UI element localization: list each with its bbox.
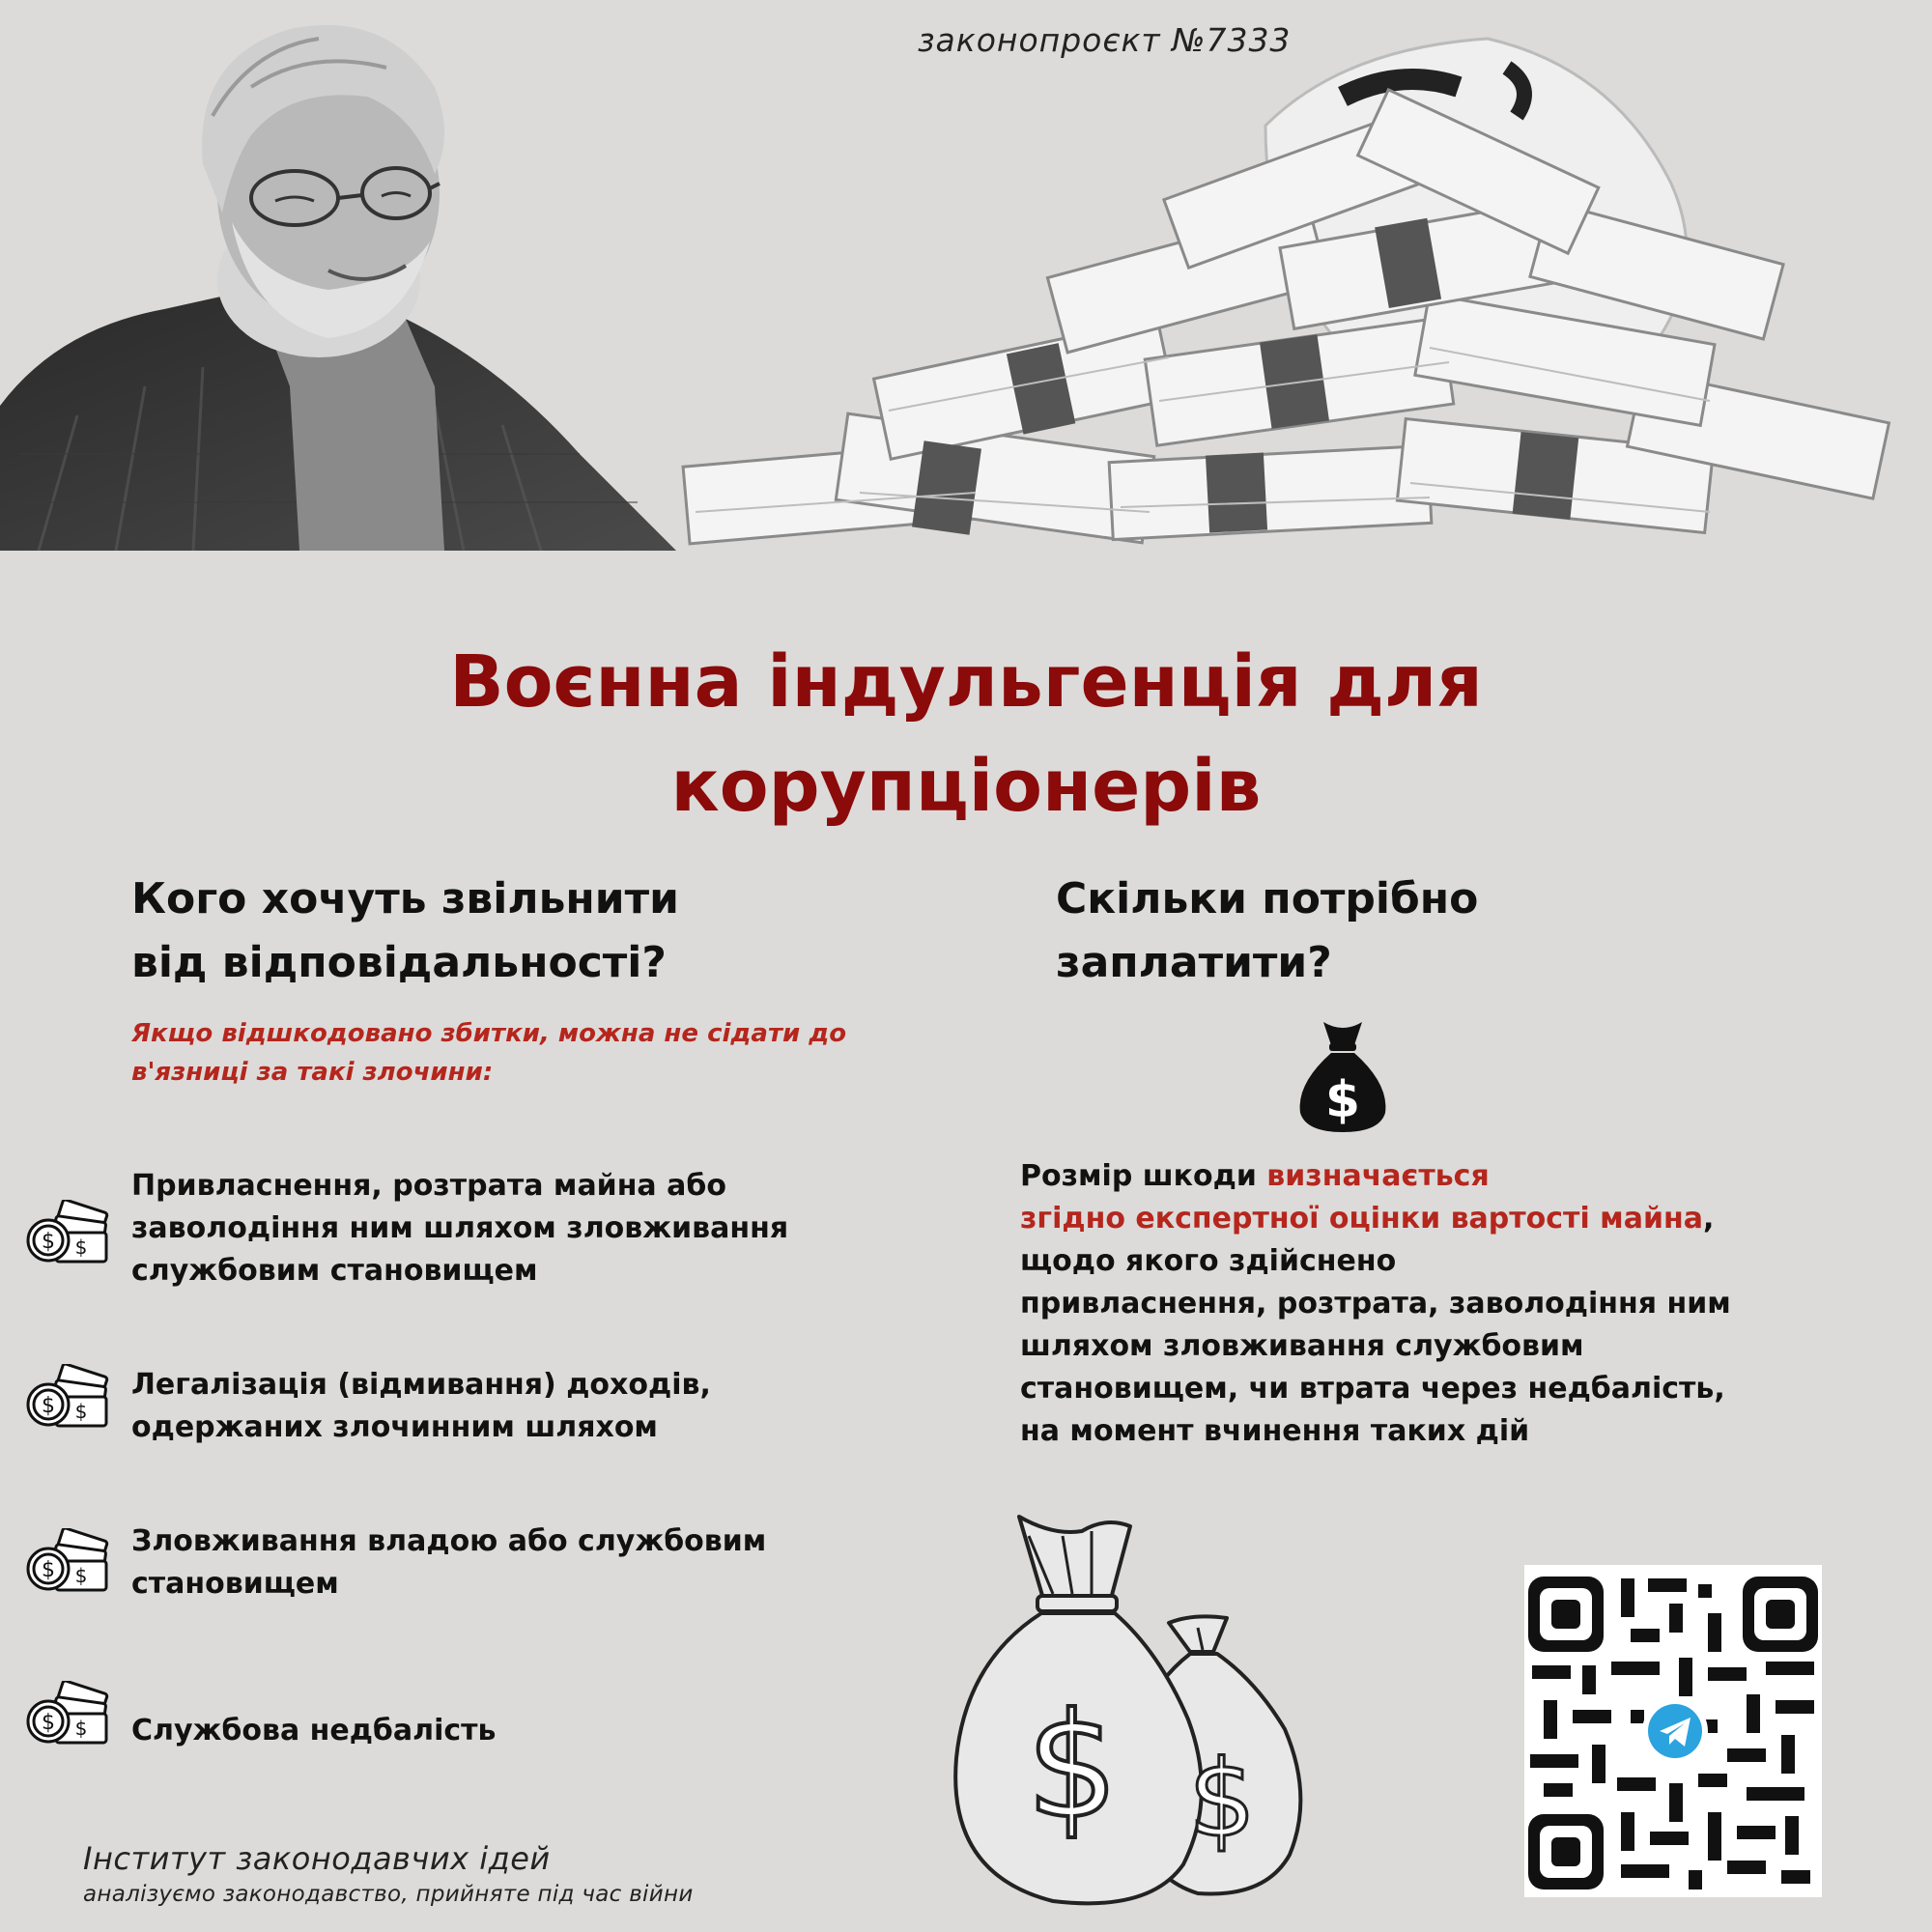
svg-text:$: $ — [42, 1230, 55, 1254]
cash-bills-icon — [25, 1200, 112, 1273]
expl-line-h: на момент вчинення таких дій — [1020, 1414, 1530, 1448]
cash-bills-icon — [25, 1364, 112, 1437]
main-title — [0, 630, 1932, 838]
right-heading-line-2: заплатити? — [1056, 938, 1332, 987]
expl-part-c-tail: , — [1702, 1202, 1715, 1236]
crime-item — [131, 1165, 866, 1293]
svg-text:$: $ — [42, 1558, 55, 1582]
crime-item — [131, 1710, 866, 1752]
money-bags-illustration — [937, 1507, 1323, 1913]
expl-part-b: визначається — [1266, 1159, 1490, 1193]
crime-1-line-3: службовим становищем — [131, 1254, 538, 1288]
cash-bills-icon — [25, 1681, 112, 1754]
expl-line-e: привласнення, розтрата, заволодіння ним — [1020, 1287, 1731, 1321]
qr-code[interactable] — [1524, 1565, 1822, 1897]
title-line-1: Воєнна індульгенція для — [449, 640, 1483, 724]
expl-line-d: щодо якого здійснено — [1020, 1244, 1397, 1278]
left-note-line-1: Якщо відшкодовано збитки, можна не сідати до — [131, 1019, 847, 1048]
expl-line-f: шляхом зловживання службовим — [1020, 1329, 1584, 1363]
crime-1-line-2: заволодіння ним шляхом зловживання — [131, 1211, 789, 1245]
crime-2-line-1: Легалізація (відмивання) доходів, — [131, 1368, 711, 1402]
crime-1-line-1: Привласнення, розтрата майна або — [131, 1169, 726, 1203]
left-heading-line-2: від відповідальності? — [131, 938, 667, 987]
crime-2-line-2: одержаних злочинним шляхом — [131, 1410, 658, 1444]
right-heading-line-1: Скільки потрібно — [1056, 874, 1479, 923]
expl-line-g: становищем, чи втрата через недбалість, — [1020, 1372, 1725, 1406]
money-pile-illustration — [667, 29, 1893, 570]
portrait-photo — [0, 0, 696, 551]
svg-text:$: $ — [1188, 1737, 1256, 1861]
svg-text:$: $ — [42, 1394, 55, 1418]
organization-name: Інститут законодавчих ідей — [83, 1840, 551, 1877]
left-note-line-2: в'язниці за такі злочини: — [131, 1058, 494, 1087]
bill-number: законопроєкт №7333 — [918, 21, 1292, 59]
crime-3-line-2: становищем — [131, 1567, 339, 1601]
left-note — [131, 1014, 923, 1092]
organization-tagline: аналізуємо законодавство, прийняте під час війни — [83, 1882, 694, 1907]
crime-4-line-1: Службова недбалість — [131, 1714, 497, 1747]
expl-part-a: Розмір шкоди — [1020, 1159, 1267, 1193]
svg-text:$: $ — [1324, 1071, 1361, 1129]
left-heading-line-1: Кого хочуть звільнити — [131, 874, 679, 923]
right-heading — [1056, 867, 1478, 995]
svg-text:$: $ — [74, 1717, 88, 1740]
qr-code-graphic — [1524, 1565, 1822, 1897]
expl-part-c: згідно експертної оцінки вартості майна — [1020, 1202, 1703, 1236]
svg-text:$: $ — [74, 1236, 88, 1259]
crime-3-line-1: Зловживання владою або службовим — [131, 1524, 767, 1558]
svg-text:$: $ — [74, 1400, 88, 1423]
title-line-2: корупціонерів — [670, 745, 1262, 828]
svg-text:$: $ — [42, 1711, 55, 1735]
cash-bills-icon — [25, 1528, 112, 1602]
money-bag-icon — [1294, 1016, 1391, 1136]
left-heading — [131, 867, 679, 995]
svg-text:$: $ — [74, 1564, 88, 1587]
crime-item — [131, 1364, 866, 1449]
svg-text:$: $ — [1026, 1683, 1119, 1851]
damage-explanation — [1020, 1155, 1889, 1453]
telegram-icon — [1648, 1704, 1702, 1758]
crime-item — [131, 1520, 866, 1605]
